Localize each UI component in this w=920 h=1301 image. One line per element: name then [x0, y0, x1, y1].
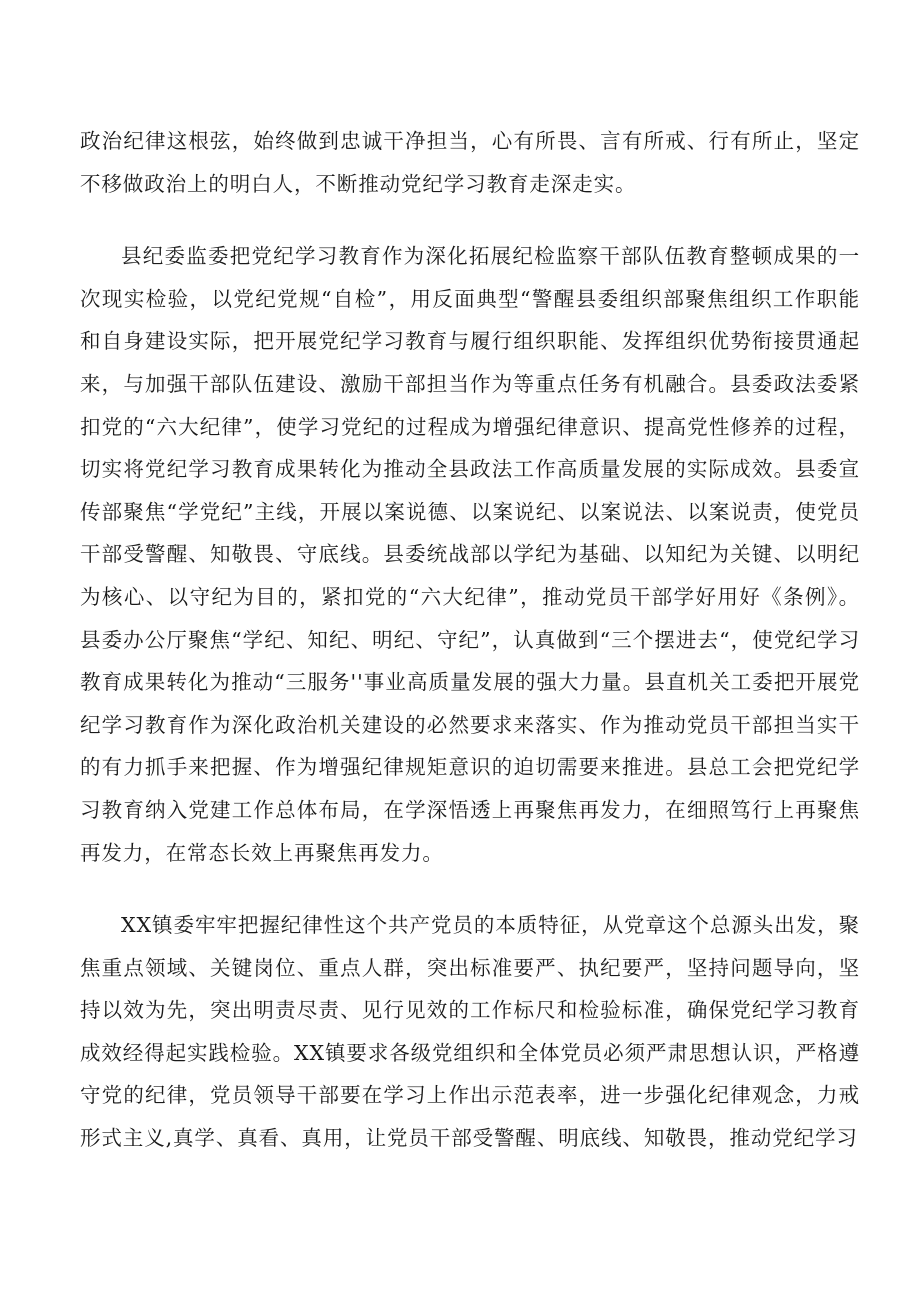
paragraph-3: XX镇委牢牢把握纪律性这个共产党员的本质特征，从党章这个总源头出发，聚焦重点领域、关键岗位、重点人群，突出标准要严、执纪要严，坚持问题导向，坚持以效为先，突出明责尽责、见行见效的工作标尺和检验标准，确保党纪学习教育成效经得起实践检验。XX镇要求各级党组织和全体党员必须严肃思想认识，严格遵守党的纪律，党员领导干部要在学习上作出示范表率，进一步强化纪律观念，力戒形式主义,真学、真看、真用，让党员干部受警醒、明底线、知敬畏，推动党纪学习 [80, 913, 860, 1151]
paragraph-2: 县纪委监委把党纪学习教育作为深化拓展纪检监察干部队伍教育整顿成果的一次现实检验，以党纪党规“自检”，用反面典型“警醒县委组织部聚焦组织工作职能和自身建设实际，把开展党纪学习教育与履行组织职能、发挥组织优势衔接贯通起来，与加强干部队伍建设、激励干部担当作为等重点任务有机融合。县委政法委紧扣党的“六大纪律”，使学习党纪的过程成为增强纪律意识、提高党性修养的过程，切实将党纪学习教育成果转化为推动全县政法工作高质量发展的实际成效。县委宣传部聚焦“学党纪”主线，开展以案说德、以案说纪、以案说法、以案说责，使党员干部受警醒、知敬畏、守底线。县委统战部以学纪为基础、以知纪为关键、以明纪为核心、以守纪为目的，紧扣党的“六大纪律”，推动党员干部学好用好《条例》。县委办公厅聚焦“学纪、知纪、明纪、守纪”，认真做到“三个摆进去“，使党纪学习教育成果转化为推动“三服务''事业高质量发展的强大力量。县直机关工委把开展党纪学习教育作为深化政治机关建设的必然要求来落实、作为推动党员干部担当实干的有力抓手来把握、作为增强纪律规矩意识的迫切需要来推进。县总工会把党纪学习教育纳入党建工作总体布局，在学深悟透上再聚焦再发力，在细照笃行上再聚焦再发力，在常态长效上再聚焦再发力。 [80, 244, 860, 865]
document-body [80, 120, 860, 1160]
paragraph-1: 政治纪律这根弦，始终做到忠诚干净担当，心有所畏、言有所戒、行有所止，坚定不移做政治上的明白人，不断推动党纪学习教育走深走实。 [80, 129, 860, 196]
